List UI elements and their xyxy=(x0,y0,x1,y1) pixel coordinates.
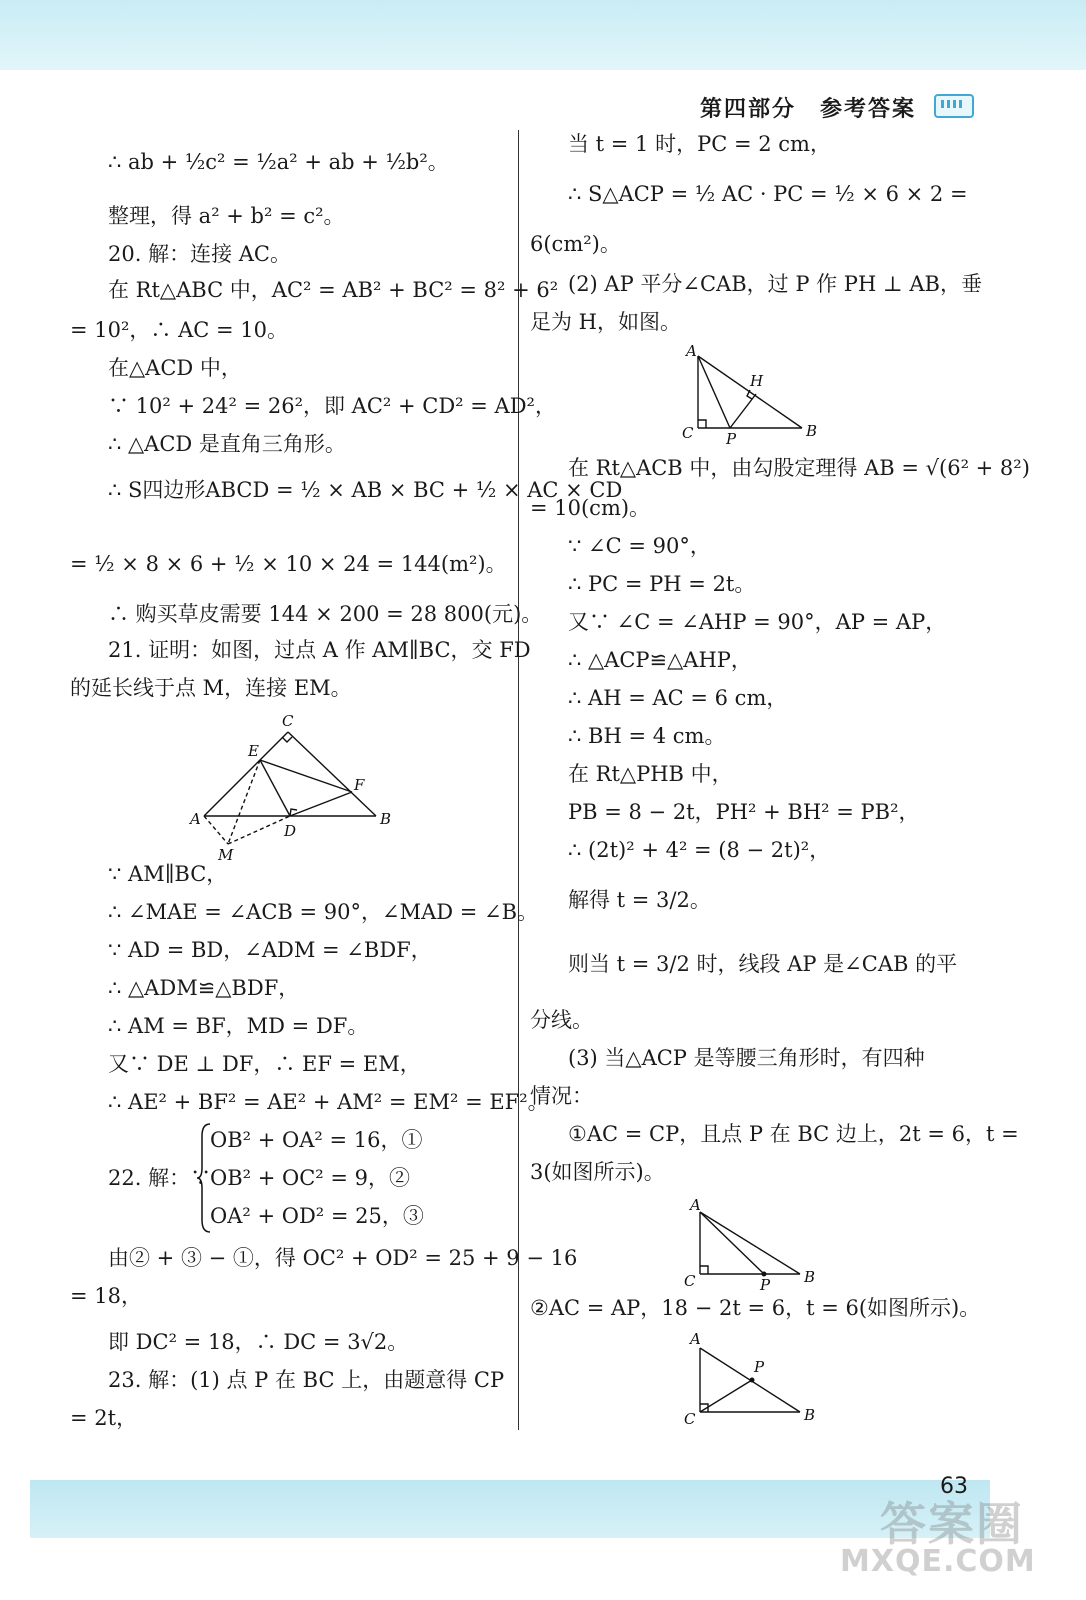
text-line: = 10(cm)。 xyxy=(530,496,651,520)
label-C: C xyxy=(684,1272,696,1290)
text-line: ①AC = CP，且点 P 在 BC 边上，2t = 6，t = xyxy=(568,1122,1019,1146)
text-line: 解得 t = 3/2。 xyxy=(568,888,711,912)
label-B: B xyxy=(804,1268,816,1286)
text-line: ∴ AH = AC = 6 cm， xyxy=(568,686,788,710)
text-line: ∴ S四边形ABCD = ½ × AB × BC + ½ × AC × CD xyxy=(108,478,623,502)
page-number: 63 xyxy=(940,1474,968,1499)
equation-1: OB² + OA² = 16，① xyxy=(210,1128,423,1152)
label-E: E xyxy=(248,742,259,760)
text-line: 又∵ DE ⊥ DF，∴ EF = EM， xyxy=(108,1052,421,1076)
text-line: 21. 证明：如图，过点 A 作 AM∥BC，交 FD xyxy=(108,638,531,662)
text-line: ∴ PC = PH = 2t。 xyxy=(568,572,756,596)
text-line: 23. 解：(1) 点 P 在 BC 上，由题意得 CP xyxy=(108,1368,505,1392)
text-line: ∵ AD = BD，∠ADM = ∠BDF， xyxy=(108,938,432,962)
text-line: 20. 解：连接 AC。 xyxy=(108,242,291,266)
bottom-decor-band xyxy=(30,1480,990,1538)
watermark xyxy=(840,1488,1036,1579)
text-line: ②AC = AP，18 − 2t = 6，t = 6(如图所示)。 xyxy=(530,1296,981,1320)
figure-case-1 xyxy=(680,1190,820,1294)
text-line: 当 t = 1 时，PC = 2 cm， xyxy=(568,132,831,156)
label-C: C xyxy=(282,712,294,730)
figure-angle-bisector xyxy=(678,344,828,448)
text-line: ∵ ∠C = 90°， xyxy=(568,534,711,558)
text-line: 22. 解：∵ xyxy=(108,1166,212,1190)
text-line: ∴ △ACD 是直角三角形。 xyxy=(108,432,346,456)
text-line: ∴ BH = 4 cm。 xyxy=(568,724,726,748)
text-line: ∴ S△ACP = ½ AC · PC = ½ × 6 × 2 = xyxy=(568,182,968,206)
watermark-logo: 答案圈 xyxy=(880,1497,1024,1551)
text-line: = ½ × 8 × 6 + ½ × 10 × 24 = 144(m²)。 xyxy=(70,552,507,576)
text-line: 的延长线于点 M，连接 EM。 xyxy=(70,676,352,700)
text-line: = 10²，∴ AC = 10。 xyxy=(70,318,288,342)
text-line: ∴ 购买草皮需要 144 × 200 = 28 800(元)。 xyxy=(108,602,543,626)
header-part: 第四部分 xyxy=(699,96,796,122)
text-line: ∴ ∠MAE = ∠ACB = 90°，∠MAD = ∠B。 xyxy=(108,900,539,924)
text-line: ∴ △ACP≌△AHP， xyxy=(568,648,752,672)
label-P: P xyxy=(754,1358,765,1376)
label-C: C xyxy=(682,424,694,442)
label-B: B xyxy=(380,810,392,828)
text-line: (3) 当△ACP 是等腰三角形时，有四种 xyxy=(568,1046,925,1070)
column-divider xyxy=(518,130,519,1430)
text-line: 6(cm²)。 xyxy=(530,232,621,256)
text-line: 足为 H，如图。 xyxy=(530,310,681,334)
equation-3: OA² + OD² = 25，③ xyxy=(210,1204,424,1228)
label-A: A xyxy=(690,1330,701,1348)
text-line: 在 Rt△PHB 中， xyxy=(568,762,733,786)
label-A: A xyxy=(686,344,697,360)
text-line: = 18， xyxy=(70,1284,142,1308)
text-line: 在△ACD 中， xyxy=(108,356,242,380)
text-line: ∴ (2t)² + 4² = (8 − 2t)²， xyxy=(568,838,831,862)
header-title: 参考答案 xyxy=(819,96,916,122)
text-line: ∴ △ADM≌△BDF， xyxy=(108,976,300,1000)
brace-icon xyxy=(196,1122,212,1234)
text-line: ∴ AM = BF，MD = DF。 xyxy=(108,1014,369,1038)
text-line: ∵ AM∥BC， xyxy=(108,862,228,886)
text-line: 在 Rt△ABC 中，AC² = AB² + BC² = 8² + 6² xyxy=(108,278,559,302)
text-line: ∵ 10² + 24² = 26²，即 AC² + CD² = AD²， xyxy=(108,394,556,418)
figure-q21 xyxy=(186,712,396,866)
label-P: P xyxy=(760,1276,771,1290)
text-line: (2) AP 平分∠CAB，过 P 作 PH ⊥ AB，垂 xyxy=(568,272,982,296)
label-D: D xyxy=(284,822,297,840)
text-line: 由② + ③ − ①，得 OC² + OD² = 25 + 9 − 16 xyxy=(108,1246,578,1270)
text-line: ∴ AE² + BF² = AE² + AM² = EM² = EF²。 xyxy=(108,1090,549,1114)
equation-2: OB² + OC² = 9，② xyxy=(210,1166,411,1190)
label-B: B xyxy=(806,422,818,440)
label-M: M xyxy=(218,846,234,862)
text-line: 分线。 xyxy=(530,1008,593,1032)
top-decor-band xyxy=(0,0,1086,70)
label-A: A xyxy=(190,810,201,828)
label-F: F xyxy=(354,776,365,794)
text-line: = 2t， xyxy=(70,1406,138,1430)
text-line: 3(如图所示)。 xyxy=(530,1160,665,1184)
label-B: B xyxy=(804,1406,816,1424)
label-H: H xyxy=(750,372,764,390)
watermark-url: MXQE.COM xyxy=(840,1544,1036,1579)
text-line: 则当 t = 3/2 时，线段 AP 是∠CAB 的平 xyxy=(568,952,958,976)
page-header xyxy=(700,92,916,123)
figure-case-2 xyxy=(680,1328,820,1432)
label-C: C xyxy=(684,1410,696,1428)
label-P: P xyxy=(726,430,737,444)
text-line: 整理，得 a² + b² = c²。 xyxy=(108,204,345,228)
label-A: A xyxy=(690,1196,701,1214)
text-line: 又∵ ∠C = ∠AHP = 90°，AP = AP， xyxy=(568,610,947,634)
book-icon xyxy=(934,94,974,118)
text-line: 情况： xyxy=(530,1084,593,1108)
text-line: PB = 8 − 2t，PH² + BH² = PB²， xyxy=(568,800,920,824)
text-line: 即 DC² = 18，∴ DC = 3√2。 xyxy=(108,1330,409,1354)
text-line: 在 Rt△ACB 中，由勾股定理得 AB = √(6² + 8²) xyxy=(568,456,1030,480)
text-line: ∴ ab + ½c² = ½a² + ab + ½b²。 xyxy=(108,150,449,174)
